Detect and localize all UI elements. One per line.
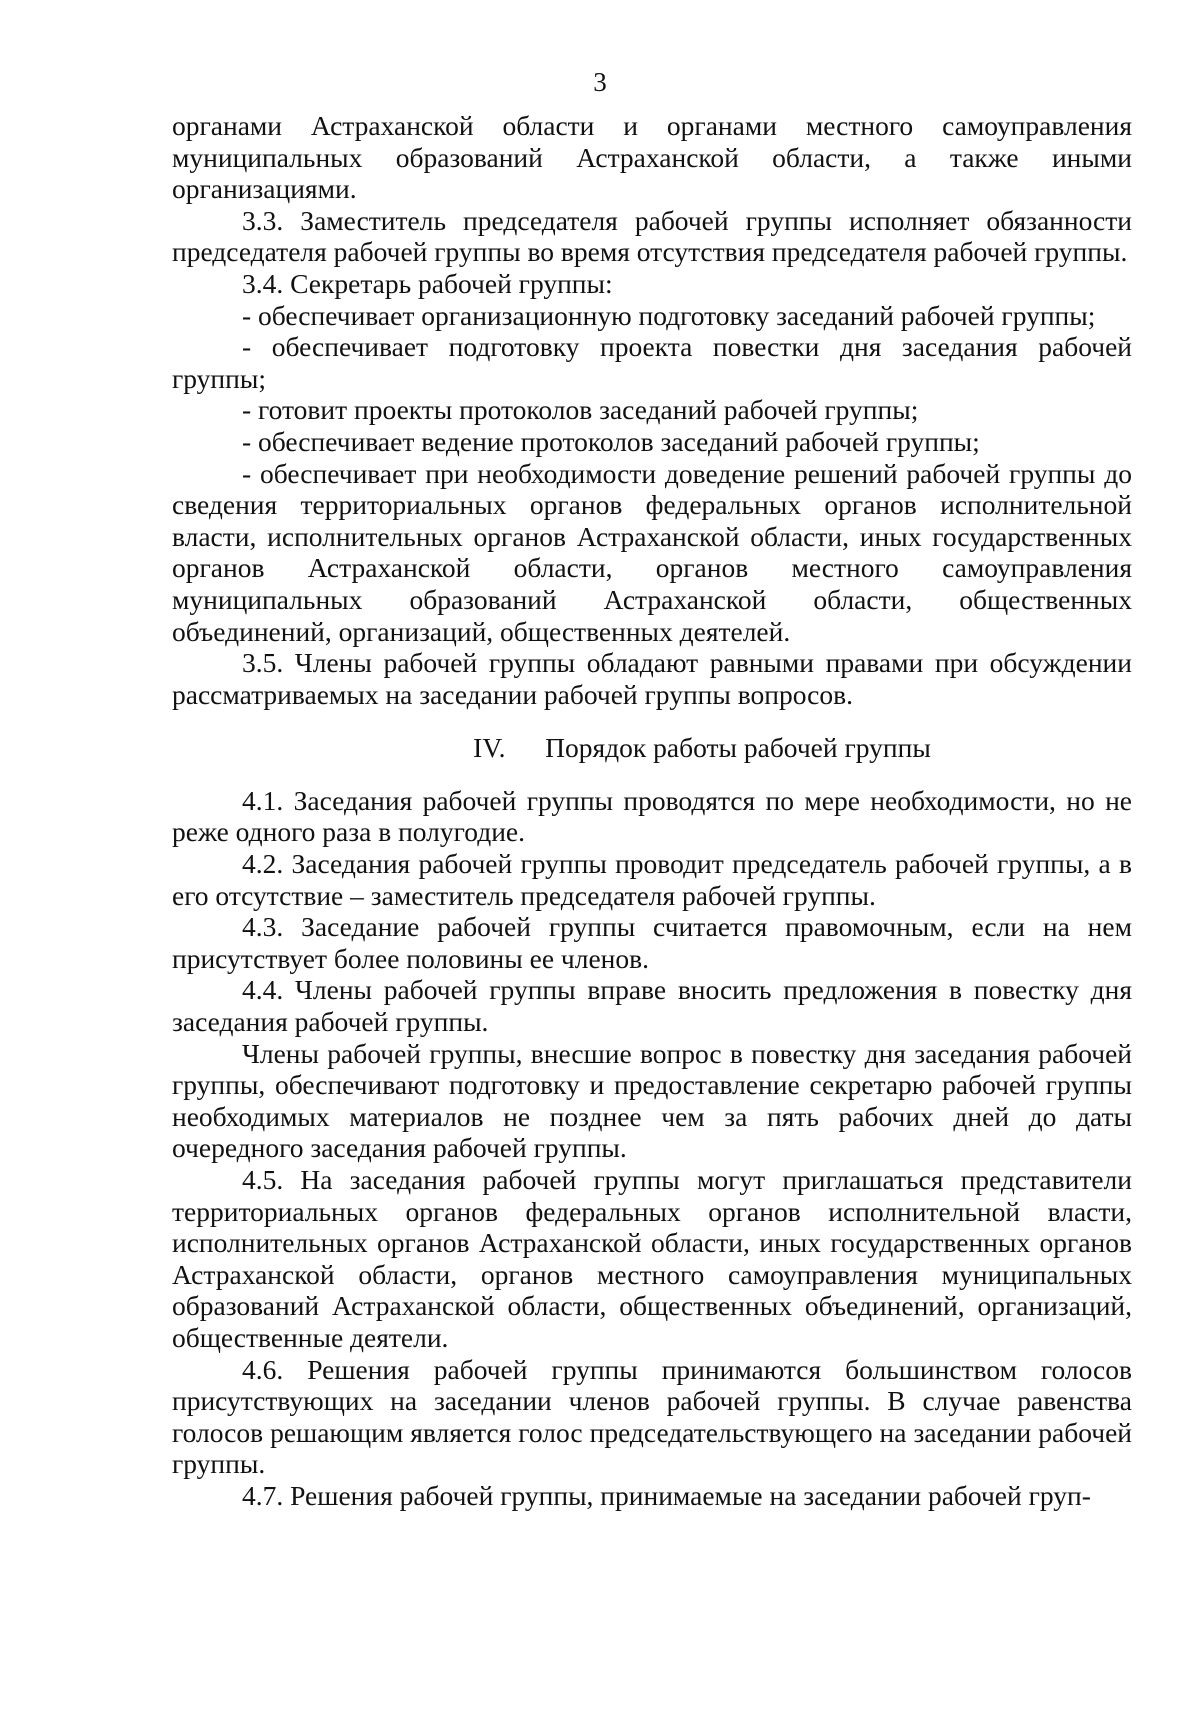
list-item-secretary-duty: - готовит проекты протоколов заседаний рабочей группы; — [242, 394, 919, 426]
paragraph-continuation: органами Астраханской области и органами местного самоуправления муниципальных образований Астраханской области, а также иными организациями. — [172, 110, 1132, 205]
list-item-secretary-duty: - обеспечивает при необходимости доведение решений рабочей группы до сведения территориальных органов федеральных органов исполнительной власти, исполнительных органов Астраханской области, иных государственных органов Астраханской области, органов местного самоуправления муниципальных образований Астраханской области, общественных объединений, организаций, общественных деятелей. — [172, 457, 1132, 647]
paragraph-4-7: 4.7. Решения рабочей группы, принимаемые на заседании рабочей груп- — [242, 1479, 1091, 1511]
section-heading — [172, 732, 1132, 764]
paragraph-4-1: 4.1. Заседания рабочей группы проводятся по мере необходимости, но не реже одного раза в полугодие. — [172, 784, 1132, 848]
section-number: IV. — [473, 732, 506, 764]
paragraph-3-3: 3.3. Заместитель председателя рабочей группы исполняет обязанности председателя рабочей группы во время отсутствия председателя рабочей группы. — [172, 204, 1132, 268]
paragraph-4-4: 4.4. Члены рабочей группы вправе вносить предложения в повестку дня заседания рабочей группы. — [172, 974, 1132, 1038]
paragraph-4-6: 4.6. Решения рабочей группы принимаются большинством голосов присутствующих на заседании членов рабочей группы. В случае равенства голосов решающим является голос председательствующего на заседании рабочей группы. — [172, 1353, 1132, 1480]
paragraph-3-4: 3.4. Секретарь рабочей группы: — [242, 267, 613, 299]
paragraph-4-2: 4.2. Заседания рабочей группы проводит председатель рабочей группы, а в его отсутствие – заместитель председателя рабочей группы. — [172, 848, 1132, 911]
list-item-secretary-duty: - обеспечивает подготовку проекта повестки дня заседания рабочей группы; — [172, 331, 1132, 394]
document-body — [172, 110, 1132, 1512]
paragraph-4-5: 4.5. На заседания рабочей группы могут приглашаться представители территориальных органов федеральных органов исполнительной власти, исполнительных органов Астраханской области, иных государственных органов Астраханской области, органов местного самоуправления муниципальных образований Астраханской области, общественных объединений, организаций, общественные деятели. — [172, 1164, 1132, 1353]
paragraph-3-5: 3.5. Члены рабочей группы обладают равными правами при обсуждении рассматриваемых на заседании рабочей группы вопросов. — [172, 647, 1132, 710]
page-number: 3 — [593, 67, 607, 97]
section-title: Порядок работы рабочей группы — [545, 732, 931, 764]
list-item-secretary-duty: - обеспечивает организационную подготовку заседаний рабочей группы; — [242, 299, 1096, 331]
paragraph-4-4-members: Члены рабочей группы, внесшие вопрос в повестку дня заседания рабочей группы, обеспечивают подготовку и предоставление секретарю рабочей группы необходимых материалов не позднее чем за пять рабочих дней до даты очередного заседания рабочей группы. — [172, 1037, 1132, 1164]
list-item-secretary-duty: - обеспечивает ведение протоколов заседаний рабочей группы; — [242, 425, 980, 457]
paragraph-4-3: 4.3. Заседание рабочей группы считается правомочным, если на нем присутствует более половины ее членов. — [172, 911, 1132, 974]
